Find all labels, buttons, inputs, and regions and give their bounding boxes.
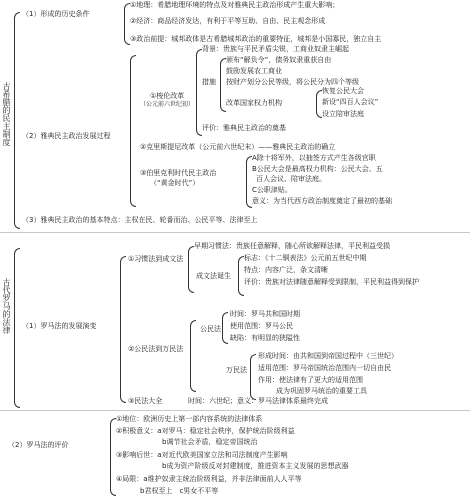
civil-item: 时间：罗马共和国时期 bbox=[230, 310, 300, 318]
rome-s1-title: （1）罗马法的发展演变 bbox=[22, 322, 97, 330]
greece-s1-item: ①地理：希腊地理环境的特点及对雅典民主政治形成产生重大影响； bbox=[130, 1, 340, 9]
measure-item: 改革国家权力机构 bbox=[226, 99, 282, 107]
pericles-item: 意义：为当代西方政治制度奠定了最初的基础 bbox=[252, 197, 392, 205]
greece-s1-title: （1）形成的历史条件 bbox=[22, 10, 90, 18]
nations-law-label: 万民法 bbox=[226, 366, 247, 374]
pericles-item: B公民大会是最高权力机构：公民大会、五 bbox=[252, 165, 383, 173]
section-divider bbox=[0, 410, 470, 411]
pericles-era-sub: （“黄金时代”） bbox=[150, 179, 200, 187]
civil-nations-bracket bbox=[190, 320, 196, 392]
customary-to-written: ①习惯法到成文法 bbox=[128, 255, 184, 263]
nations-item: 成为巩固罗马统治的重要工具 bbox=[276, 387, 367, 395]
pericles-item: C公职津贴。 bbox=[252, 186, 292, 194]
civil-bracket bbox=[222, 312, 228, 344]
customary-bracket bbox=[188, 246, 194, 293]
pericles-era: ③伯里克利时代民主政治 bbox=[140, 169, 217, 177]
solon-evaluation: 评价：雅典民主政治的奠基 bbox=[202, 124, 286, 132]
rome-eval-item: ②积极意义：a对罗马：稳定社会秩序，保护统治阶级利益 bbox=[116, 427, 295, 435]
written-bracket bbox=[238, 256, 244, 296]
solon-bracket bbox=[196, 49, 202, 136]
civil-item: 缺陷：有明显的狭隘性 bbox=[230, 334, 300, 342]
rome-eval-item: b调节社会矛盾，稳定帝国统治 bbox=[162, 438, 258, 446]
early-customary: 早期习惯法：贵族任意解释，随心所欲解释法律，平民利益受损 bbox=[194, 242, 390, 250]
cleisthenes-reform: ②克里斯提尼改革（公元前六世纪末）——雅典民主政治的确立 bbox=[140, 143, 336, 151]
greece-s1-item: ②经济：商品经济发达，有利于平等互助、自由、民主观念形成 bbox=[130, 17, 326, 25]
measure-item: 按财产划分公民等级，将公民分为四个等级 bbox=[226, 78, 359, 86]
civil-law-label: 公民法 bbox=[200, 325, 221, 333]
measure-item: 颁布“解负令”，债务奴隶重获自由 bbox=[226, 56, 332, 64]
nations-item: 适用范围：罗马帝国统治范围内一切自由民 bbox=[258, 364, 391, 372]
rome-eval-item: ③影响后世：a对近代欧美国家立法和司法制度产生影响 bbox=[116, 451, 288, 459]
rome-side-title: 古代罗马的法律 bbox=[2, 278, 11, 334]
measures-label: 措施 bbox=[202, 78, 216, 86]
rome-eval-item: ④局限：a维护奴隶主统治阶级利益，并非法律面前人人平等 bbox=[116, 475, 302, 483]
written-item: 评价：贵族对法律随意解释受到限制，平民利益得到保护 bbox=[244, 278, 419, 286]
civil-item: 使用范围：罗马公民 bbox=[230, 322, 293, 330]
corpus-juris-items: 时间：六世纪；意义：罗马法律体系最终完成 bbox=[188, 397, 328, 405]
nations-item: 作用：使法律有了更大的适用范围 bbox=[258, 376, 363, 384]
solon-reform: ①梭伦改革 bbox=[150, 92, 185, 100]
rome-eval-item: ①地位：欧洲历史上第一部内容系统的法律体系 bbox=[116, 415, 263, 423]
written-item: 标志：《十二铜表法》公元前五世纪中期 bbox=[244, 254, 367, 262]
rome-eval-item: b成为资产阶级反对封建制度，推进资本主义发展的思想武器 bbox=[162, 462, 349, 470]
power-item: 新设“四百人会议” bbox=[322, 98, 379, 106]
rome-s1-bracket bbox=[120, 256, 126, 403]
written-law-label: 成文法诞生 bbox=[196, 272, 231, 280]
civil-to-nations: ②公民法到万民法 bbox=[128, 345, 184, 353]
nations-item: 形成时间：由共和国到帝国过程中（三世纪） bbox=[258, 352, 398, 360]
measure-item: 鼓励发展农工商业 bbox=[226, 67, 282, 75]
greece-main-bracket bbox=[14, 12, 20, 229]
nations-bracket bbox=[250, 354, 256, 400]
rome-eval-item: b君权至上 c男女不平等 bbox=[140, 487, 219, 495]
greece-s3: （3）雅典民主政治的基本特点：主权在民、轮番而治、公民平等、法律至上 bbox=[22, 216, 258, 224]
section-divider bbox=[0, 232, 470, 233]
pericles-item: A除十将军外，以抽签方式产生各级官职 bbox=[252, 154, 376, 162]
power-item: 设立陪审法庭 bbox=[322, 110, 364, 118]
pericles-item: 百人会议、陪审法庭。 bbox=[256, 175, 326, 183]
greece-s2-title: （2）雅典民主政治发展过程 bbox=[22, 132, 111, 140]
greece-side-title: 古希腊的民主制度 bbox=[2, 82, 11, 146]
solon-reform-date: （公元前六世纪初） bbox=[140, 101, 195, 108]
corpus-juris: ③民法大全 bbox=[128, 397, 163, 405]
greece-s2-bracket bbox=[130, 55, 136, 207]
rome-s2-title: （2）罗马法的评价 bbox=[8, 441, 69, 449]
greece-s1-item: ③政治前提：城邦政体是古希腊城邦政治的重要特征，城邦是小国寡民，独立自主 bbox=[130, 35, 382, 43]
power-item: 恢复公民大会 bbox=[322, 87, 364, 95]
written-item: 特点：内容广泛，条文清晰 bbox=[244, 266, 328, 274]
rome-main-bracket bbox=[14, 248, 20, 408]
solon-background: 背景：贵族与平民矛盾尖锐，工商业奴隶主崛起 bbox=[202, 45, 349, 53]
